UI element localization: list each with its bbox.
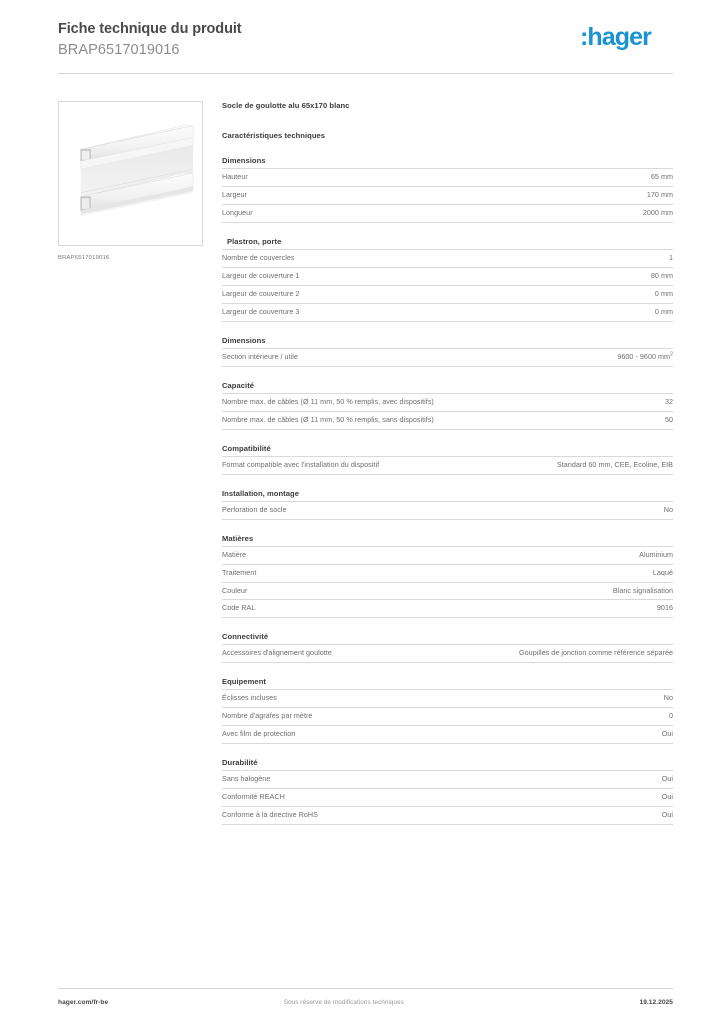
footer-date: 19.12.2025 (639, 999, 673, 1006)
spec-group (222, 237, 673, 322)
spec-row (222, 707, 673, 725)
spec-group-heading: Plastron, porte (227, 237, 282, 247)
spec-label: Largeur de couverture 3 (222, 307, 300, 317)
spec-label: Nombre max. de câbles (Ø 11 mm, 50 % remplis, sans dispositifs) (222, 414, 434, 424)
spec-row (222, 806, 673, 825)
spec-row (222, 501, 673, 520)
spec-row (222, 644, 673, 663)
footer-divider (58, 988, 673, 989)
spec-row (222, 546, 673, 564)
spec-group-heading: Capacité (222, 380, 255, 390)
spec-value: Oui (661, 729, 673, 739)
spec-label: Sans halogène (222, 774, 271, 784)
spec-group (222, 758, 673, 825)
spec-label: Perforation de socle (222, 504, 287, 514)
spec-group-heading: Equipement (222, 677, 266, 687)
spec-value: 65 mm (650, 172, 673, 182)
spec-value: No (663, 504, 673, 514)
spec-row (222, 564, 673, 582)
page-header (51, 0, 673, 59)
spec-value: 2000 mm (642, 208, 673, 218)
spec-value: 0 mm (654, 289, 673, 299)
spec-value: 80 mm (650, 271, 673, 281)
spec-group-heading: Compatibilité (222, 443, 271, 453)
spec-group (222, 444, 673, 475)
spec-value: No (663, 693, 673, 703)
spec-group (222, 489, 673, 520)
spec-label: Largeur (222, 190, 247, 200)
spec-label: Nombre d'agrafes par mètre (222, 711, 313, 721)
spec-group-heading: Dimensions (222, 156, 266, 166)
spec-group-heading: Installation, montage (222, 488, 299, 498)
content-area (51, 101, 673, 825)
spec-row (222, 168, 673, 186)
spec-row (222, 393, 673, 411)
spec-label: Couleur (222, 585, 248, 595)
hager-logo: :hager (579, 23, 651, 51)
spec-value: Oui (661, 792, 673, 802)
header-divider (58, 73, 673, 74)
product-image-caption: BRAP6517019016 (58, 255, 110, 262)
spec-label: Conformité REACH (222, 792, 285, 802)
spec-row (222, 599, 673, 618)
spec-group (222, 156, 673, 223)
product-image-column (58, 101, 209, 825)
spec-group-heading: Matières (222, 533, 254, 543)
spec-label: Matière (222, 549, 247, 559)
footer-disclaimer: Sous réserve de modifications techniques (283, 999, 404, 1006)
spec-value: Standard 60 mm, CEE, Ecoline, EIB (556, 459, 673, 469)
footer-website[interactable]: hager.com/fr-be (58, 999, 109, 1006)
spec-value: 9016 (656, 603, 673, 613)
spec-value: 9600 - 9600 $mm^2$ (617, 351, 673, 361)
spec-group-heading: Dimensions (222, 335, 266, 345)
spec-value: 0 mm (654, 307, 673, 317)
spec-value: 1 (668, 253, 673, 263)
spec-row (222, 267, 673, 285)
spec-label: Hauteur (222, 172, 248, 182)
product-image (58, 101, 203, 246)
specifications-column (209, 101, 673, 825)
spec-row (222, 186, 673, 204)
page-footer (58, 988, 673, 1006)
spec-label: Nombre max. de câbles (Ø 11 mm, 50 % remplis, avec dispositifs) (222, 396, 434, 406)
spec-value: Goupilles de jonction comme référence séparée (519, 648, 673, 658)
spec-value: 32 (664, 396, 673, 406)
spec-value: Oui (661, 810, 673, 820)
spec-label: Code RAL (222, 603, 256, 613)
product-reference: BRAP6517019016 (58, 41, 180, 58)
page-title: Fiche technique du produit (58, 21, 242, 37)
spec-row (222, 689, 673, 707)
spec-row (222, 770, 673, 788)
spec-value: 50 (664, 414, 673, 424)
footer-row (58, 999, 673, 1006)
spec-value: Laqué (652, 567, 673, 577)
spec-value: Blanc signalisation (612, 585, 673, 595)
spec-label: Nombre de couvercles (222, 253, 295, 263)
spec-row (222, 249, 673, 267)
spec-row (222, 348, 673, 367)
spec-label: Longueur (222, 208, 253, 218)
spec-row (222, 456, 673, 475)
spec-group (222, 677, 673, 744)
spec-label: Largeur de couverture 1 (222, 271, 300, 281)
spec-value: Oui (661, 774, 673, 784)
spec-row (222, 303, 673, 322)
spec-group-heading: Connectivité (222, 632, 269, 642)
spec-label: Accessoires d'alignement goulotte (222, 648, 332, 658)
spec-label: Avec film de protection (222, 729, 296, 739)
spec-label: Conforme à la directive RoHS (222, 810, 318, 820)
spec-group (222, 381, 673, 430)
spec-group (222, 632, 673, 663)
spec-label: Traitement (222, 567, 257, 577)
spec-group (222, 534, 673, 619)
spec-value: 0 (668, 711, 673, 721)
spec-label: Éclisses incluses (222, 693, 277, 703)
spec-row (222, 411, 673, 430)
spec-row (222, 285, 673, 303)
spec-group-heading: Durabilité (222, 758, 258, 768)
product-name: Socle de goulotte alu 65x170 blanc (222, 101, 350, 111)
spec-value: 170 mm (646, 190, 673, 200)
spec-value: Aluminium (639, 549, 673, 559)
specifications-table (222, 156, 673, 825)
spec-label: Largeur de couverture 2 (222, 289, 300, 299)
spec-row (222, 725, 673, 744)
spec-group (222, 336, 673, 367)
spec-label: Format compatible avec l'installation du dispositif (222, 459, 380, 469)
title-block (51, 20, 241, 59)
spec-row (222, 582, 673, 600)
specifications-title: Caractéristiques techniques (222, 131, 326, 141)
spec-label: Section intérieure / utile (222, 351, 298, 361)
spec-row (222, 204, 673, 223)
spec-row (222, 788, 673, 806)
